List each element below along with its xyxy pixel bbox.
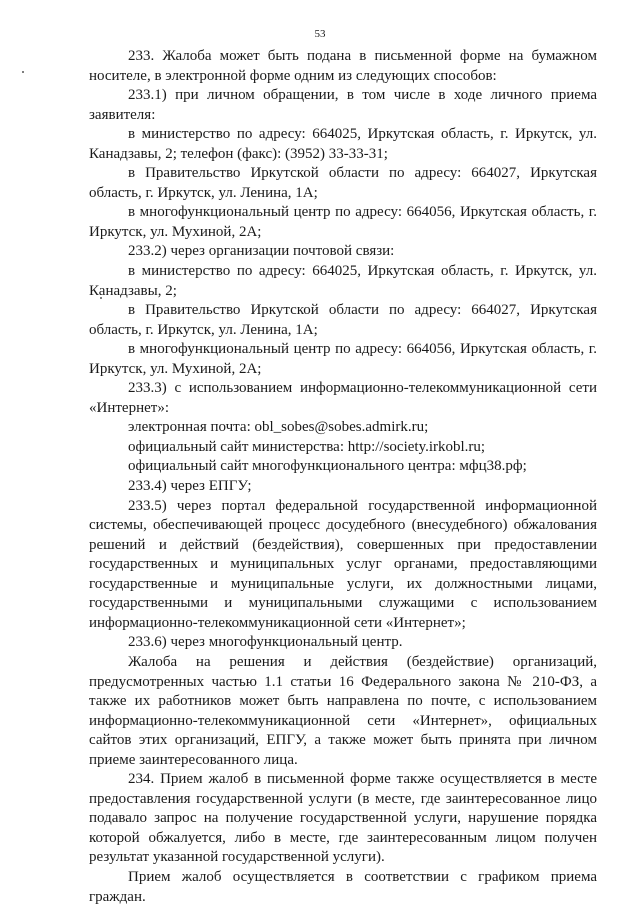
paragraph-p233-2-mfc: в многофункциональный центр по адресу: 664056, Иркутская область, г. Иркутск, ул. Мухиной, 2А; xyxy=(89,341,597,377)
paragraph-p233-3: 233.3) с использованием информационно-телекоммуникационной сети «Интернет»: xyxy=(89,380,597,416)
paragraph-p233: 233. Жалоба может быть подана в письменной форме на бумажном носителе, в электронной форме одним из следующих способов: xyxy=(89,48,597,84)
paragraph-p233-2-ministry: в министерство по адресу: 664025, Иркутская область, г. Иркутск, ул. Канадзавы, 2; xyxy=(89,263,597,299)
paragraph-p233-6: 233.6) через многофункциональный центр. xyxy=(128,634,403,651)
scan-speck xyxy=(22,71,24,73)
page-number: 53 xyxy=(314,28,326,40)
paragraph-p234: 234. Прием жалоб в письменной форме также осуществляется в месте предоставления государственной услуги (в месте, где заинтересованное лицо подавало запрос на получение государственной услуги, нарушение порядка которой обжалуется, либо в месте, где заинтересованным лицом получен результат указанной государственной услуги). xyxy=(89,771,597,866)
paragraph-p233-2-government: в Правительство Иркутской области по адресу: 664027, Иркутская область, г. Иркутск, ул. Ленина, 1А; xyxy=(89,302,597,338)
paragraph-p-reception-schedule: Прием жалоб осуществляется в соответствии с графиком приема граждан. xyxy=(89,868,597,905)
paragraph-p233-1-mfc: в многофункциональный центр по адресу: 664056, Иркутская область, г. Иркутск, ул. Мухиной, 2А; xyxy=(89,204,597,240)
paragraph-p233-4: 233.4) через ЕПГУ; xyxy=(128,478,252,495)
paragraph-p233-1-ministry: в министерство по адресу: 664025, Иркутская область, г. Иркутск, ул. Канадзавы, 2; телефон (факс): (3952) 33-33-31; xyxy=(89,126,597,162)
paragraph-p233-5: 233.5) через портал федеральной государственной информационной системы, обеспечивающей процесс досудебного (внесудебного) обжалования решений и действий (бездействия), совершенных при предоставлении государственных и муниципальных услуг органами, предоставляющими государственные и муниципальные услуги, их должностными лицами, государственными и муниципальными служащими с использованием информационно-телекоммуникационной сети «Интернет»; xyxy=(89,497,597,631)
document-body xyxy=(89,47,597,907)
paragraph-p233-3-email: электронная почта: obl_sobes@sobes.admirk.ru; xyxy=(128,419,429,436)
paragraph-p-complaint-organizations: Жалоба на решения и действия (бездействие) организаций, предусмотренных частью 1.1 статьи 16 Федерального закона № 210-ФЗ, а также их работников может быть направлена по почте, с использованием информационно-телекоммуникационной сети «Интернет», официальных сайтов этих организаций, ЕПГУ, а также может быть принята при личном приеме заинтересованного лица. xyxy=(89,653,597,768)
paragraph-p233-1: 233.1) при личном обращении, в том числе в ходе личного приема заявителя: xyxy=(89,87,597,123)
paragraph-p233-3-site-ministry: официальный сайт министерства: http://society.irkobl.ru; xyxy=(128,438,486,455)
paragraph-p233-2: 233.2) через организации почтовой связи: xyxy=(128,243,395,260)
paragraph-p233-3-site-mfc: официальный сайт многофункционального центра: мфц38.рф; xyxy=(128,458,527,475)
paragraph-p233-1-government: в Правительство Иркутской области по адресу: 664027, Иркутская область, г. Иркутск, ул. Ленина, 1А; xyxy=(89,165,597,201)
